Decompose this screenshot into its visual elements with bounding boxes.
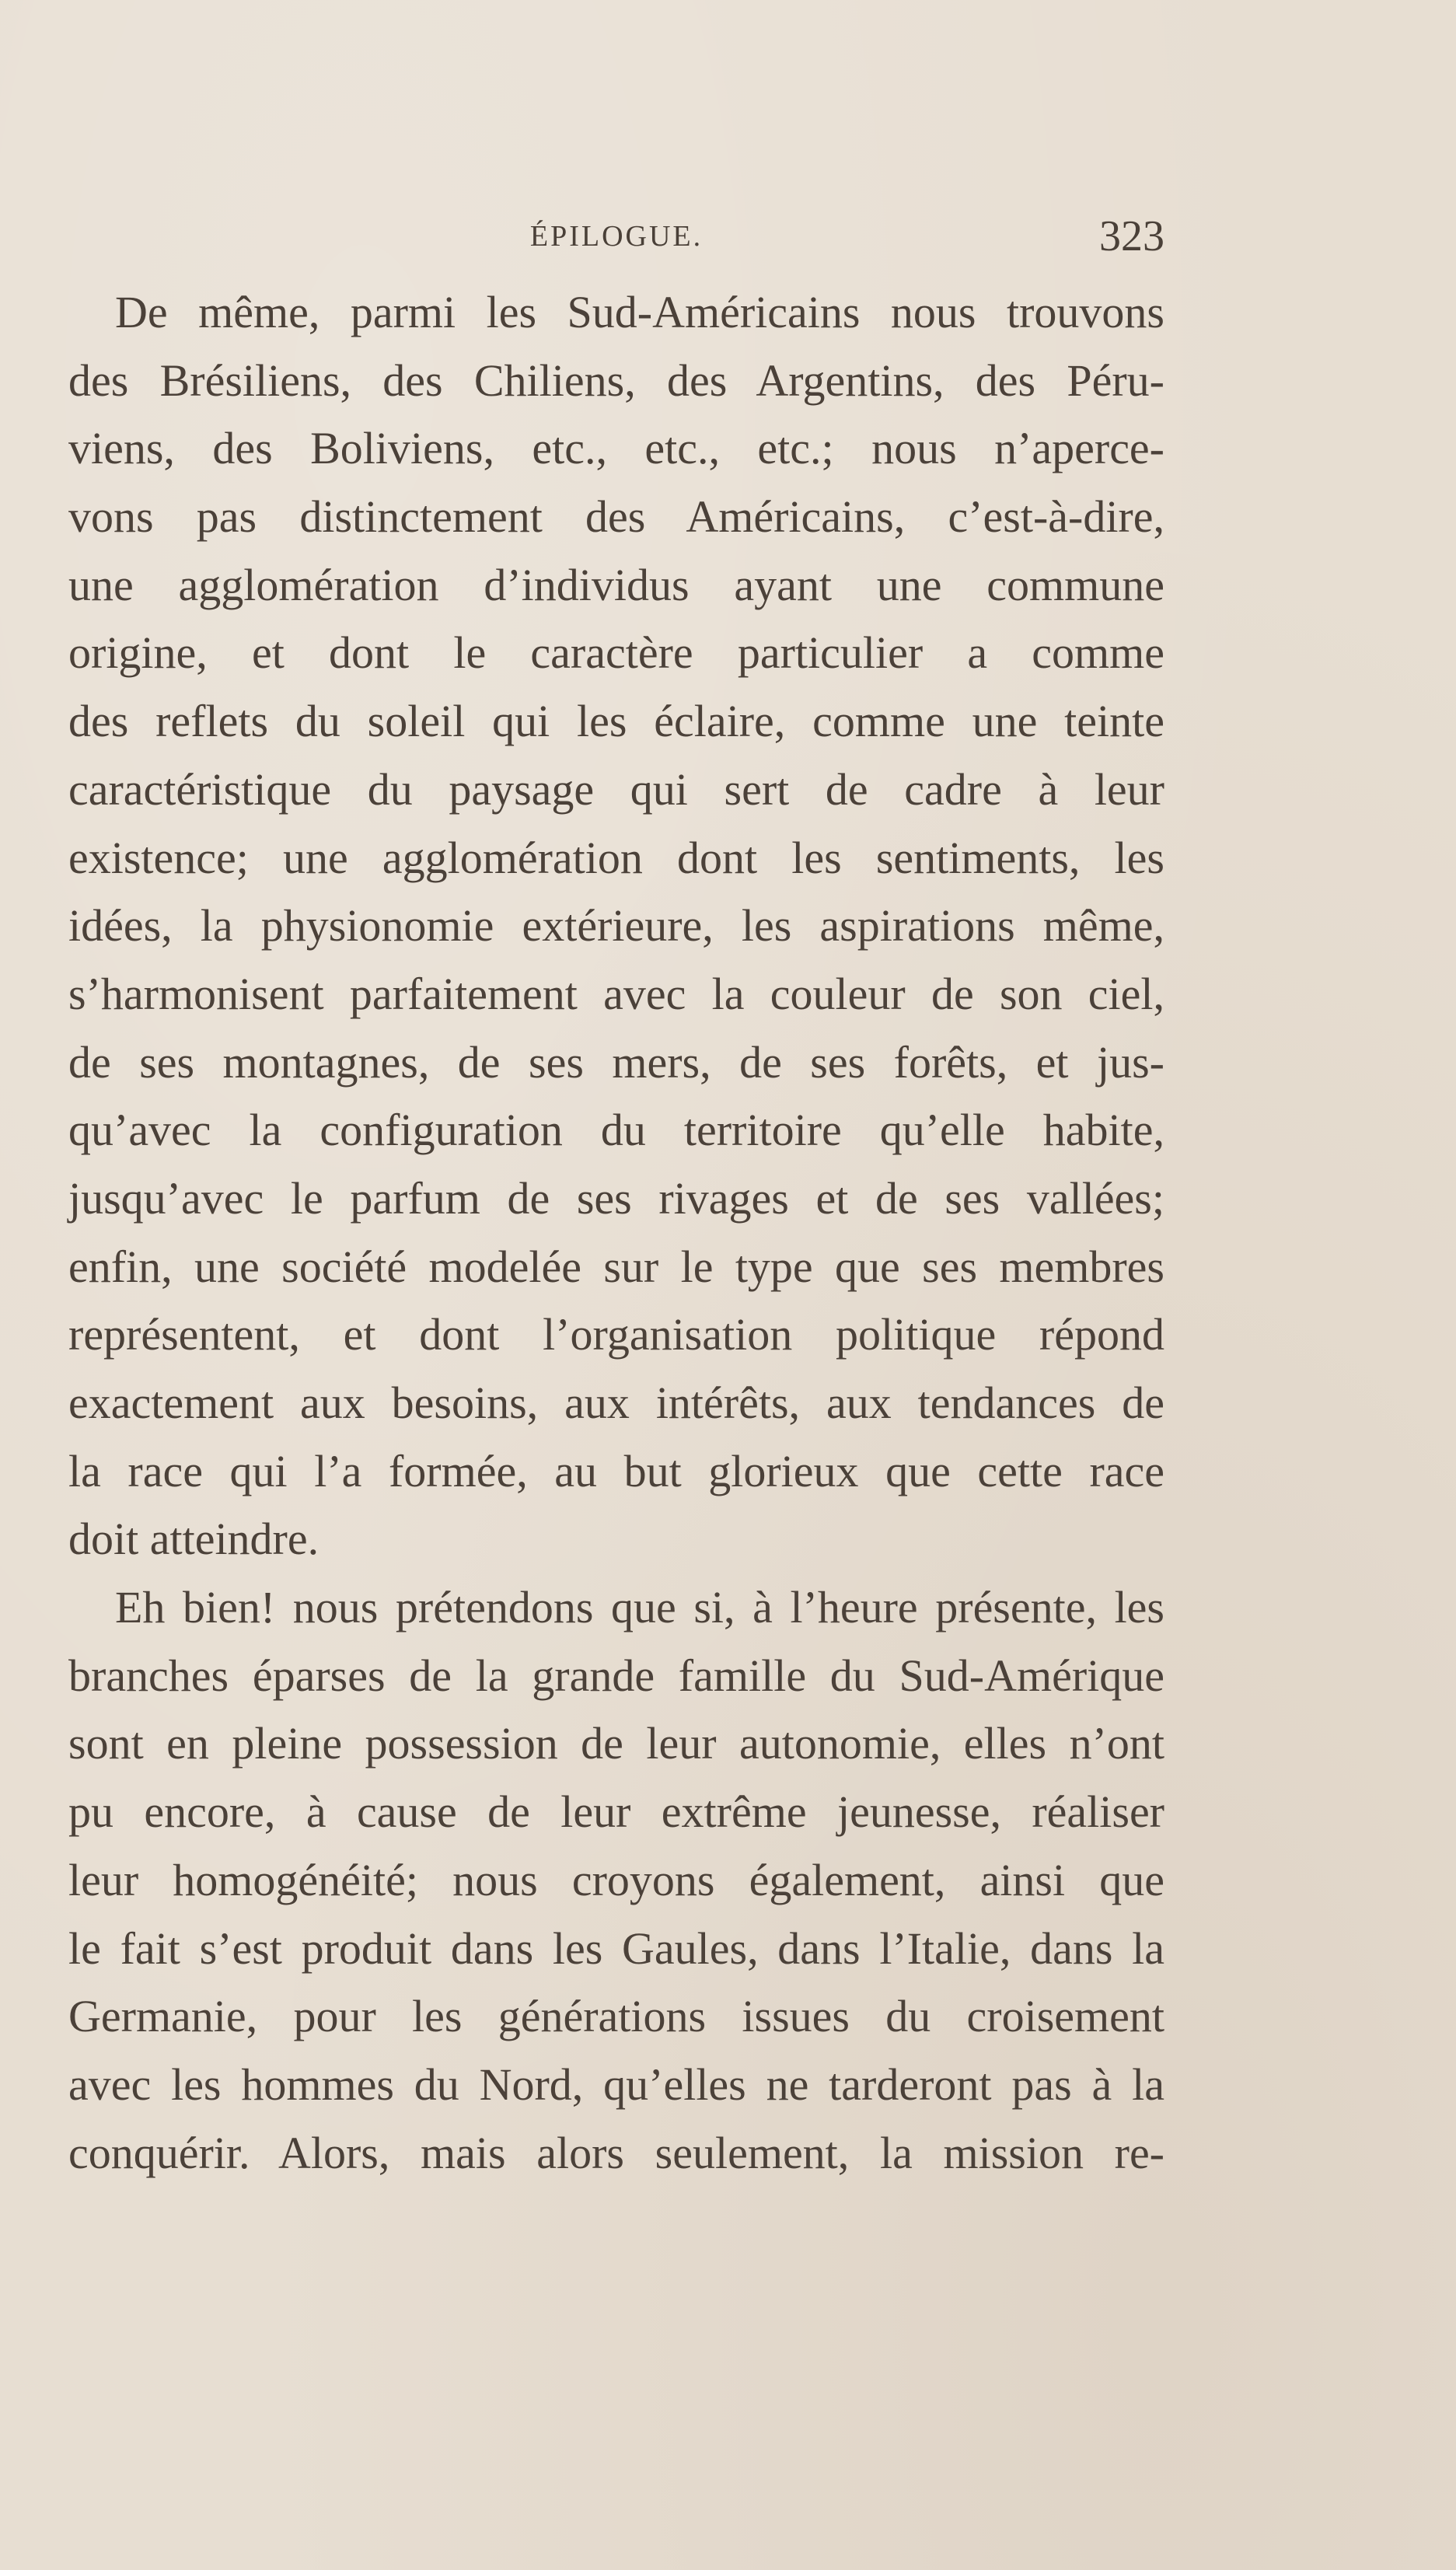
paragraph-2 <box>68 1573 1164 2187</box>
text-line: viens, des Boliviens, etc., etc., etc.; nous n’aperce- <box>68 423 1164 474</box>
body-text <box>68 278 1164 2187</box>
text-line: représentent, et dont l’organisation politique répond <box>68 1309 1164 1360</box>
text-line: conquérir. Alors, mais alors seulement, la mission re- <box>68 2127 1164 2178</box>
text-line: qu’avec la configuration du territoire qu’elle habite, <box>68 1105 1164 1156</box>
text-line: leur homogénéité; nous croyons également, ainsi que <box>68 1854 1164 1905</box>
text-line: vons pas distinctement des Américains, c’est-à-dire, <box>68 491 1164 543</box>
text-line: Eh bien! nous prétendons que si, à l’heure présente, les <box>115 1582 1164 1633</box>
running-title: ÉPILOGUE. <box>529 220 704 253</box>
text-line: des Brésiliens, des Chiliens, des Argentins, des Péru- <box>68 354 1164 406</box>
text-line: exactement aux besoins, aux intérêts, aux tendances de <box>68 1378 1164 1428</box>
text-line: branches éparses de la grande famille du Sud-Amérique <box>68 1650 1164 1701</box>
text-line: pu encore, à cause de leur extrême jeunesse, réaliser <box>68 1786 1164 1838</box>
text-line: la race qui l’a formée, au but glorieux que cette race <box>68 1445 1164 1496</box>
running-head <box>68 211 1164 274</box>
text-line: existence; une agglomération dont les sentiments, les <box>68 832 1164 883</box>
text-line: origine, et dont le caractère particulier a comme <box>68 627 1164 679</box>
text-line: sont en pleine possession de leur autonomie, elles n’ont <box>68 1718 1164 1769</box>
text-line: idées, la physionomie extérieure, les aspirations même, <box>68 900 1164 952</box>
text-line: enfin, une société modelée sur le type que ses membres <box>68 1241 1164 1292</box>
text-line: s’harmonisent parfaitement avec la couleur de son ciel, <box>68 968 1164 1019</box>
paragraph-1 <box>68 278 1164 1573</box>
text-line: caractéristique du paysage qui sert de cadre à leur <box>68 763 1164 815</box>
page-number: 323 <box>1099 212 1164 260</box>
text-line: une agglomération d’individus ayant une commune <box>68 559 1164 610</box>
text-line: doit atteindre. <box>68 1514 319 1565</box>
text-line: jusqu’avec le parfum de ses rivages et de ses vallées; <box>68 1172 1164 1224</box>
text-line: des reflets du soleil qui les éclaire, comme une teinte <box>68 696 1164 747</box>
text-line: Germanie, pour les générations issues du croisement <box>68 1991 1164 2042</box>
text-line: avec les hommes du Nord, qu’elles ne tarderont pas à la <box>68 2058 1164 2110</box>
text-line: De même, parmi les Sud-Américains nous trouvons <box>115 287 1164 337</box>
text-line: le fait s’est produit dans les Gaules, dans l’Italie, dans la <box>68 1922 1164 1974</box>
text-line: de ses montagnes, de ses mers, de ses forêts, et jus- <box>68 1036 1164 1088</box>
